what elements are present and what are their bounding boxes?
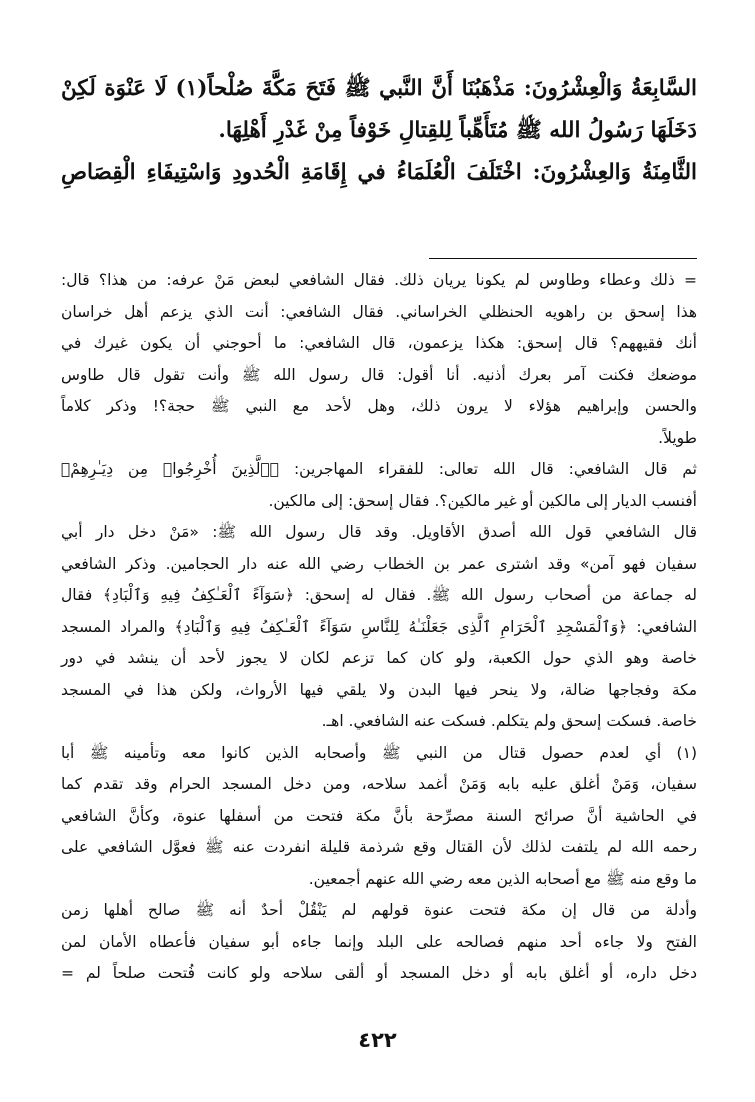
footnote-line: وأدلة من قال إن مكة فتحت عنوة قولهم لم يَنْقُلْ أحدٌ أنه ﷺ صالح أهلها زمن — [61, 901, 697, 919]
main-line: الثَّامِنَةُ وَالعِشْرُونَ: اخْتَلَفَ الْعُلَمَاءُ في إِقَامَةِ الْحُدودِ وَاسْتِيفَاءِ الْقِصَاصِ — [61, 160, 697, 185]
footnote-line: أنك فقيههم؟ قال إسحق: هكذا يزعمون، قال الشافعي: ما أحوجني أن يكون غيرك في — [61, 334, 697, 352]
footnotes — [61, 265, 697, 990]
main-text — [61, 68, 697, 194]
footnote-line: دخل داره، أو أغلق بابه أو دخل المسجد أو ألقى سلاحه ولو كانت فُتحت صلحاً لم = — [61, 964, 697, 982]
footnote-line: سفيان فهو آمن» وقد اشترى عمر بن الخطاب رضي الله عنه دار الحجامين. وذكر الشافعي — [61, 554, 697, 573]
footnote-line: رحمه الله لم يلتفت لذلك لأن القتال وقع شرذمة قليلة انفردت عنه ﷺ فعوَّل الشافعي على — [61, 838, 697, 856]
footnote-line: ثم قال الشافعي: قال الله تعالى: للفقراء المهاجرين: ﴿ٱلَّذِينَ أُخْرِجُوا۟ مِن دِيَـٰرِهِمْ﴾ — [61, 460, 697, 478]
footnote-line: هذا إسحق بن راهويه الحنظلي الخراساني. فقال الشافعي: أنت الذي يزعم أهل خراسان — [61, 302, 697, 321]
footnote-line: الشافعي: ﴿وَٱلْمَسْجِدِ ٱلْحَرَامِ ٱلَّذِى جَعَلْنَـٰهُ لِلنَّاسِ سَوَآءً ٱلْعَـٰكِفُ فِيهِ وَٱلْبَادِ﴾ والمراد المسجد — [61, 617, 697, 636]
footnote-line: قال الشافعي قول الله أصدق الأقاويل. وقد قال رسول الله ﷺ: «مَنْ دخل دار أبي — [61, 523, 697, 541]
main-line: دَخَلَهَا رَسُولُ الله ﷺ مُتَأَهِّباً لِلقِتالِ خَوْفاً مِنْ غَدْرِ أَهْلِهَا. — [218, 118, 697, 143]
footnote-line: أفنسب الديار إلى مالكين أو غير مالكين؟. فقال إسحق: إلى مالكين. — [268, 491, 697, 510]
page-number: ٤٢٢ — [358, 1028, 397, 1052]
main-line: السَّابِعَةُ وَالْعِشْرُونَ: مَذْهَبُنَا أَنَّ النَّبي ﷺ فَتَحَ مَكَّةَ صُلْحاً(١) لَا عَنْوَة لَكِنْ — [61, 76, 697, 101]
footnote-line: (١) أي لعدم حصول قتال من النبي ﷺ وأصحابه الذين كانوا معه وتأمينه ﷺ أبا — [61, 743, 697, 762]
footnote-line: في الحاشية أنَّ صرائح السنة مصرِّحة بأنَّ مكة فتحت من أسفلها عنوة، وكأنَّ الشافعي — [61, 806, 697, 825]
footnote-line: طويلاً. — [658, 428, 697, 447]
footnote-line: مكة وفجاجها ضالة، ولا ينحر فيها البدن ولا يلقي فيها الأرواث، ولكن هذا في المسجد — [61, 680, 697, 699]
footnote-line: له جماعة من أصحاب رسول الله ﷺ. فقال له إسحق: ﴿سَوَآءً ٱلْعَـٰكِفُ فِيهِ وَٱلْبَادِ﴾ فقال — [61, 586, 697, 604]
footnote-line: والحسن وإبراهيم هؤلاء لا يرون ذلك، وهل لأحد مع النبي ﷺ حجة؟! وذكر كلاماً — [61, 397, 697, 415]
footnote-separator — [429, 258, 697, 259]
footnote-line: الفتح ولا جاءه أحد منهم فصالحه على البلد وإنما جاءه أبو سفيان فأعطاه الأمان لمن — [61, 932, 697, 951]
footnote-line: = ذلك وعطاء وطاوس لم يكونا يريان ذلك. فقال الشافعي لبعض مَنْ عرفه: من هذا؟ قال: — [61, 271, 697, 289]
footnote-line: خاصة وهو الذي حول الكعبة، ولو كان كما تزعم لكان لا يجوز لأحد أن ينشد في دور — [61, 649, 697, 667]
footnote-line: خاصة. فسكت إسحق ولم يتكلم. فسكت عنه الشافعي. اهـ. — [321, 712, 697, 730]
footnote-line: موضعك فكنت آمر بعرك أذنيه. أنا أقول: قال رسول الله ﷺ وأنت تقول قال طاوس — [61, 365, 697, 384]
footnote-line: سفيان، وَمَنْ أغلق عليه بابه وَمَنْ أغمد سلاحه، ومن دخل المسجد الحرام وقد تقدم كما — [61, 775, 697, 793]
footnote-line: ما وقع منه ﷺ مع أصحابه الذين معه رضي الله عنهم أجمعين. — [308, 869, 697, 888]
